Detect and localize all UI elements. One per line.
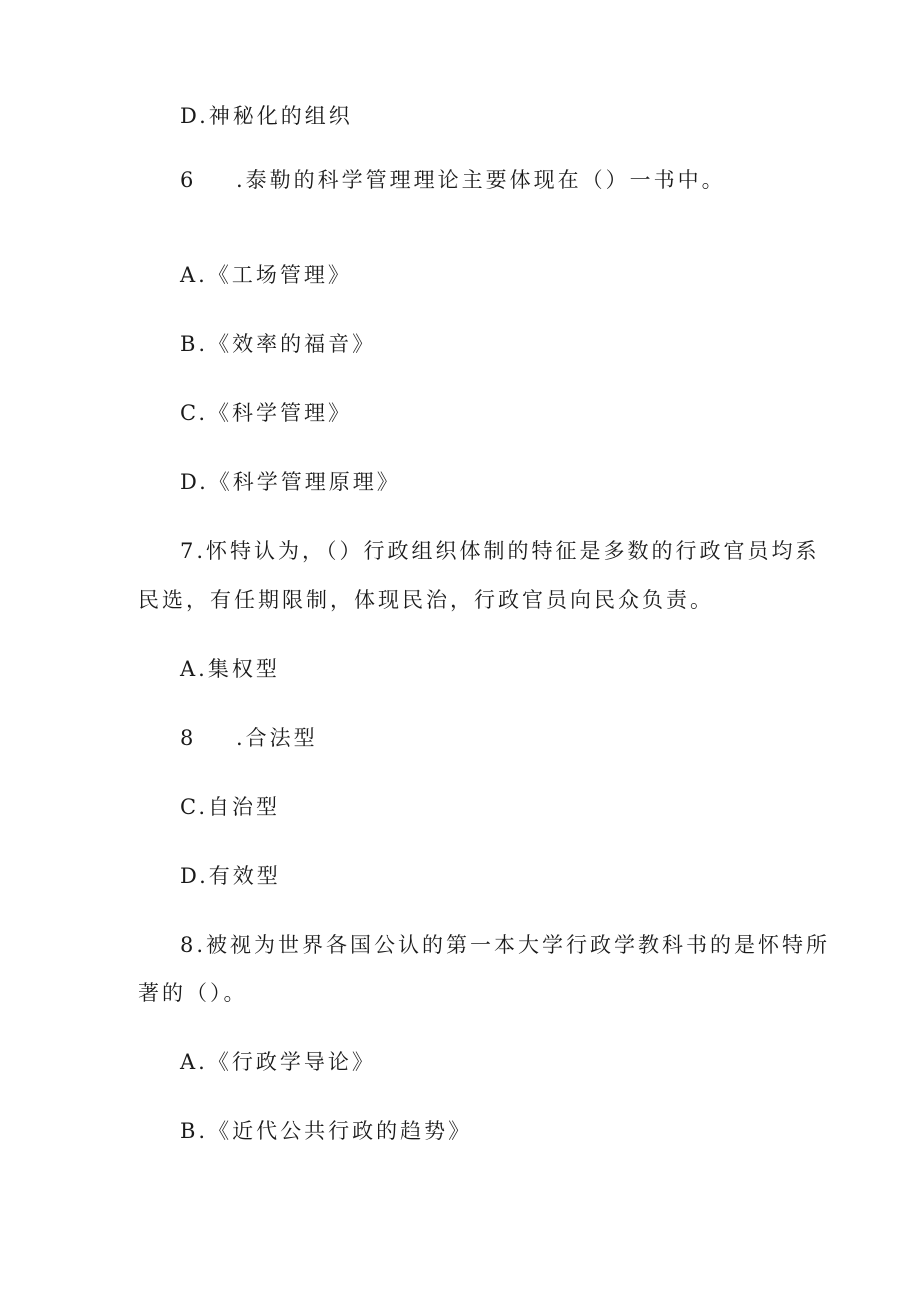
q6-option-b: B.《效率的福音》 — [180, 332, 377, 356]
q7-stem-line-2: 民选，有任期限制，体现民治，行政官员向民众负责。 — [138, 588, 714, 612]
q8-stem-line-1: 8.被视为世界各国公认的第一本大学行政学教科书的是怀特所 — [180, 933, 831, 957]
q7-option-a: A.集权型 — [180, 657, 280, 681]
q7-option-b-text: .合法型 — [236, 726, 318, 750]
q7-option-d: D.有效型 — [180, 864, 281, 888]
q7-option-b — [180, 724, 318, 752]
q6-number: 6 — [180, 168, 197, 192]
q6-option-a: A.《工场管理》 — [180, 263, 352, 287]
q6-option-d: D.《科学管理原理》 — [180, 470, 401, 494]
q8-option-b: B.《近代公共行政的趋势》 — [180, 1119, 473, 1143]
q6-stem — [180, 166, 726, 194]
q8-option-a: A.《行政学导论》 — [180, 1050, 376, 1074]
q6-option-c: C.《科学管理》 — [180, 401, 352, 425]
q6-text: .泰勒的科学管理理论主要体现在（）一书中。 — [236, 168, 726, 192]
q8-stem-line-2: 著的（）。 — [138, 981, 248, 1005]
q7-option-b-number: 8 — [180, 726, 197, 750]
q7-option-c: C.自治型 — [180, 795, 280, 819]
q5-option-d: D.神秘化的组织 — [180, 104, 353, 128]
q7-stem-line-1: 7.怀特认为，（）行政组织体制的特征是多数的行政官员均系 — [180, 539, 820, 563]
